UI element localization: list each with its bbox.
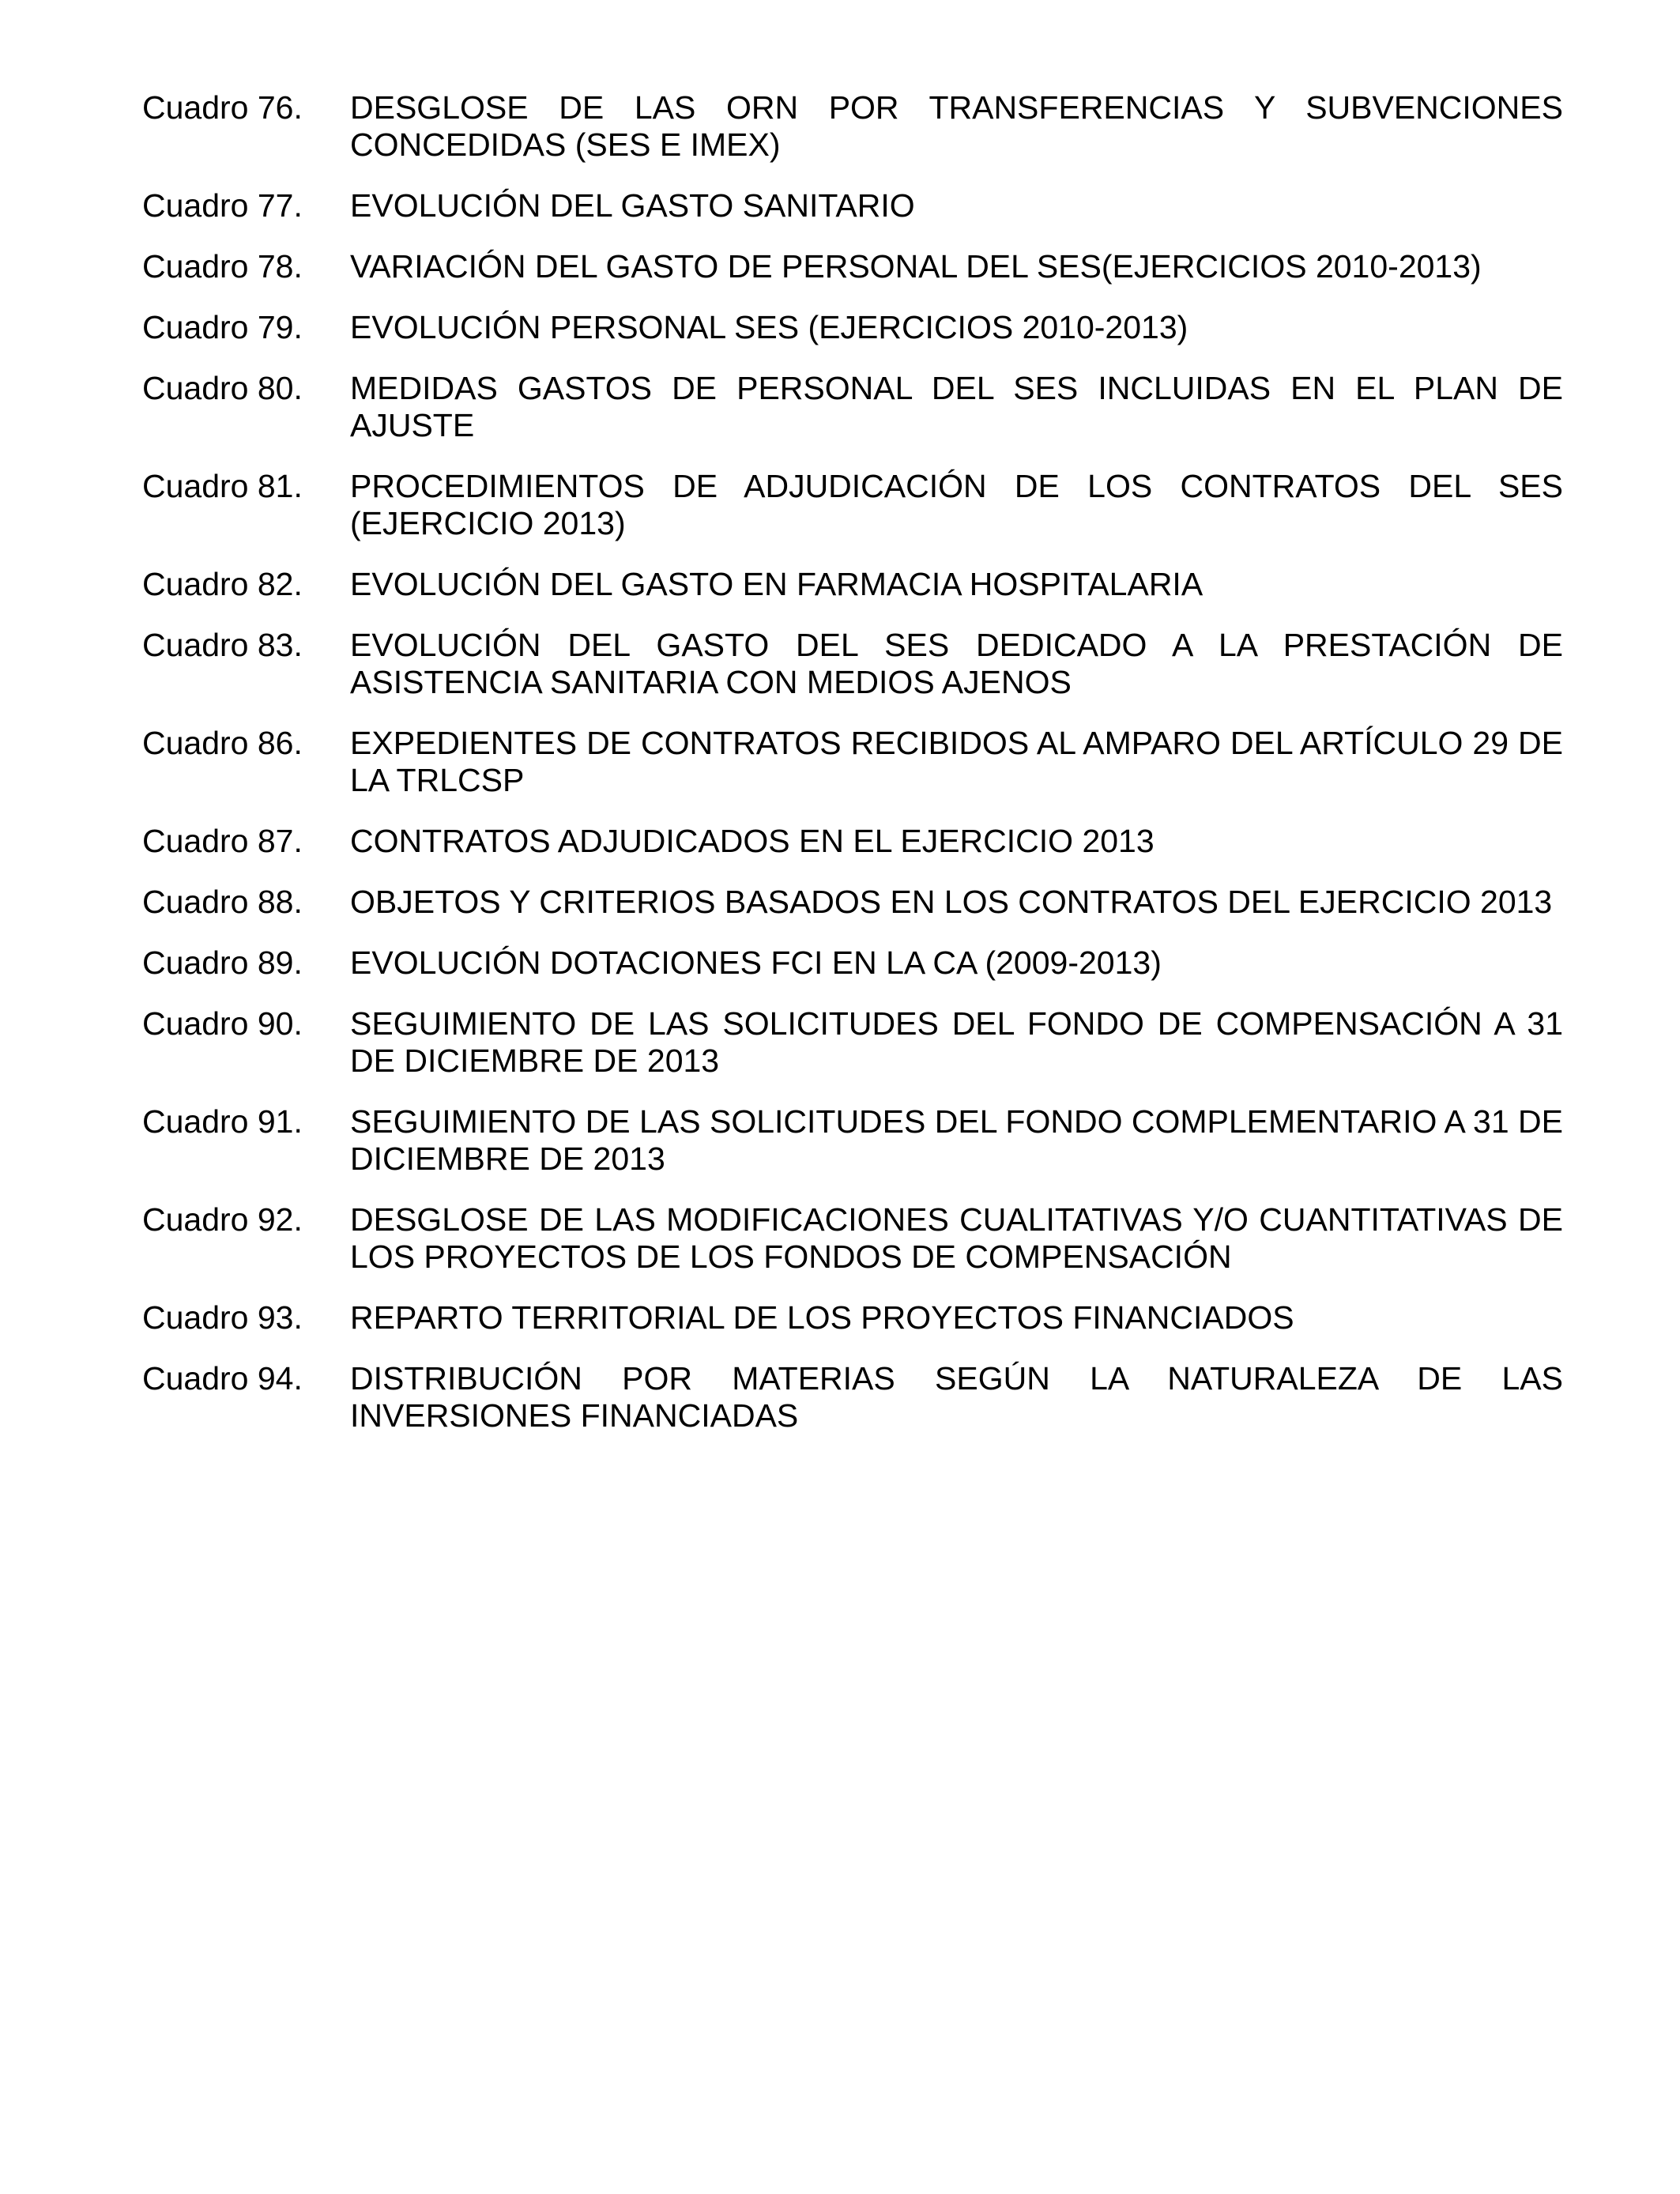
- list-item: [142, 1360, 1563, 1434]
- entry-label: Cuadro 89.: [142, 944, 303, 981]
- entry-label: Cuadro 81.: [142, 468, 303, 504]
- entry-label: Cuadro 79.: [142, 309, 303, 345]
- entry-title: VARIACIÓN DEL GASTO DE PERSONAL DEL SES(EJERCICIOS 2010-2013): [350, 248, 1482, 285]
- list-item: [142, 823, 1563, 860]
- table-index-list: [142, 89, 1563, 1458]
- list-item: [142, 468, 1563, 542]
- entry-title: DESGLOSE DE LAS MODIFICACIONES CUALITATIVAS Y/O CUANTITATIVAS DE LOS PROYECTOS DE LOS FONDOS DE COMPENSACIÓN: [350, 1201, 1563, 1275]
- list-item: [142, 187, 1563, 224]
- entry-title: DESGLOSE DE LAS ORN POR TRANSFERENCIAS Y SUBVENCIONES CONCEDIDAS (SES E IMEX): [350, 89, 1563, 163]
- list-item: [142, 1299, 1563, 1336]
- entry-title: EVOLUCIÓN DOTACIONES FCI EN LA CA (2009-2013): [350, 944, 1162, 981]
- entry-label: Cuadro 78.: [142, 248, 303, 285]
- entry-label: Cuadro 82.: [142, 566, 303, 602]
- entry-title: SEGUIMIENTO DE LAS SOLICITUDES DEL FONDO COMPLEMENTARIO A 31 DE DICIEMBRE DE 2013: [350, 1103, 1563, 1177]
- list-item: [142, 370, 1563, 444]
- list-item: [142, 566, 1563, 603]
- entry-label: Cuadro 83.: [142, 627, 303, 663]
- entry-label: Cuadro 94.: [142, 1360, 303, 1397]
- entry-title: EVOLUCIÓN DEL GASTO DEL SES DEDICADO A LA PRESTACIÓN DE ASISTENCIA SANITARIA CON MEDIOS AJENOS: [350, 627, 1563, 700]
- entry-label: Cuadro 93.: [142, 1299, 303, 1336]
- list-item: [142, 1005, 1563, 1080]
- entry-label: Cuadro 86.: [142, 725, 303, 761]
- entry-label: Cuadro 91.: [142, 1103, 303, 1140]
- list-item: [142, 89, 1563, 164]
- entry-title: SEGUIMIENTO DE LAS SOLICITUDES DEL FONDO DE COMPENSACIÓN A 31 DE DICIEMBRE DE 2013: [350, 1005, 1563, 1079]
- list-item: [142, 884, 1563, 921]
- entry-label: Cuadro 90.: [142, 1005, 303, 1042]
- entry-title: CONTRATOS ADJUDICADOS EN EL EJERCICIO 2013: [350, 823, 1155, 859]
- entry-title: EVOLUCIÓN PERSONAL SES (EJERCICIOS 2010-2013): [350, 309, 1188, 345]
- list-item: [142, 725, 1563, 799]
- entry-label: Cuadro 76.: [142, 89, 303, 126]
- entry-title: MEDIDAS GASTOS DE PERSONAL DEL SES INCLUIDAS EN EL PLAN DE AJUSTE: [350, 370, 1563, 443]
- entry-label: Cuadro 80.: [142, 370, 303, 406]
- entry-label: Cuadro 77.: [142, 187, 303, 224]
- list-item: [142, 309, 1563, 346]
- entry-title: REPARTO TERRITORIAL DE LOS PROYECTOS FINANCIADOS: [350, 1299, 1294, 1336]
- entry-title: DISTRIBUCIÓN POR MATERIAS SEGÚN LA NATURALEZA DE LAS INVERSIONES FINANCIADAS: [350, 1360, 1563, 1434]
- list-item: [142, 1201, 1563, 1276]
- entry-label: Cuadro 87.: [142, 823, 303, 859]
- entry-title: EXPEDIENTES DE CONTRATOS RECIBIDOS AL AMPARO DEL ARTÍCULO 29 DE LA TRLCSP: [350, 725, 1563, 798]
- entry-label: Cuadro 88.: [142, 884, 303, 920]
- entry-title: OBJETOS Y CRITERIOS BASADOS EN LOS CONTRATOS DEL EJERCICIO 2013: [350, 884, 1553, 920]
- list-item: [142, 627, 1563, 701]
- entry-title: EVOLUCIÓN DEL GASTO SANITARIO: [350, 187, 915, 224]
- list-item: [142, 944, 1563, 982]
- entry-label: Cuadro 92.: [142, 1201, 303, 1238]
- list-item: [142, 248, 1563, 285]
- entry-title: EVOLUCIÓN DEL GASTO EN FARMACIA HOSPITALARIA: [350, 566, 1203, 602]
- entry-title: PROCEDIMIENTOS DE ADJUDICACIÓN DE LOS CONTRATOS DEL SES (EJERCICIO 2013): [350, 468, 1563, 541]
- list-item: [142, 1103, 1563, 1178]
